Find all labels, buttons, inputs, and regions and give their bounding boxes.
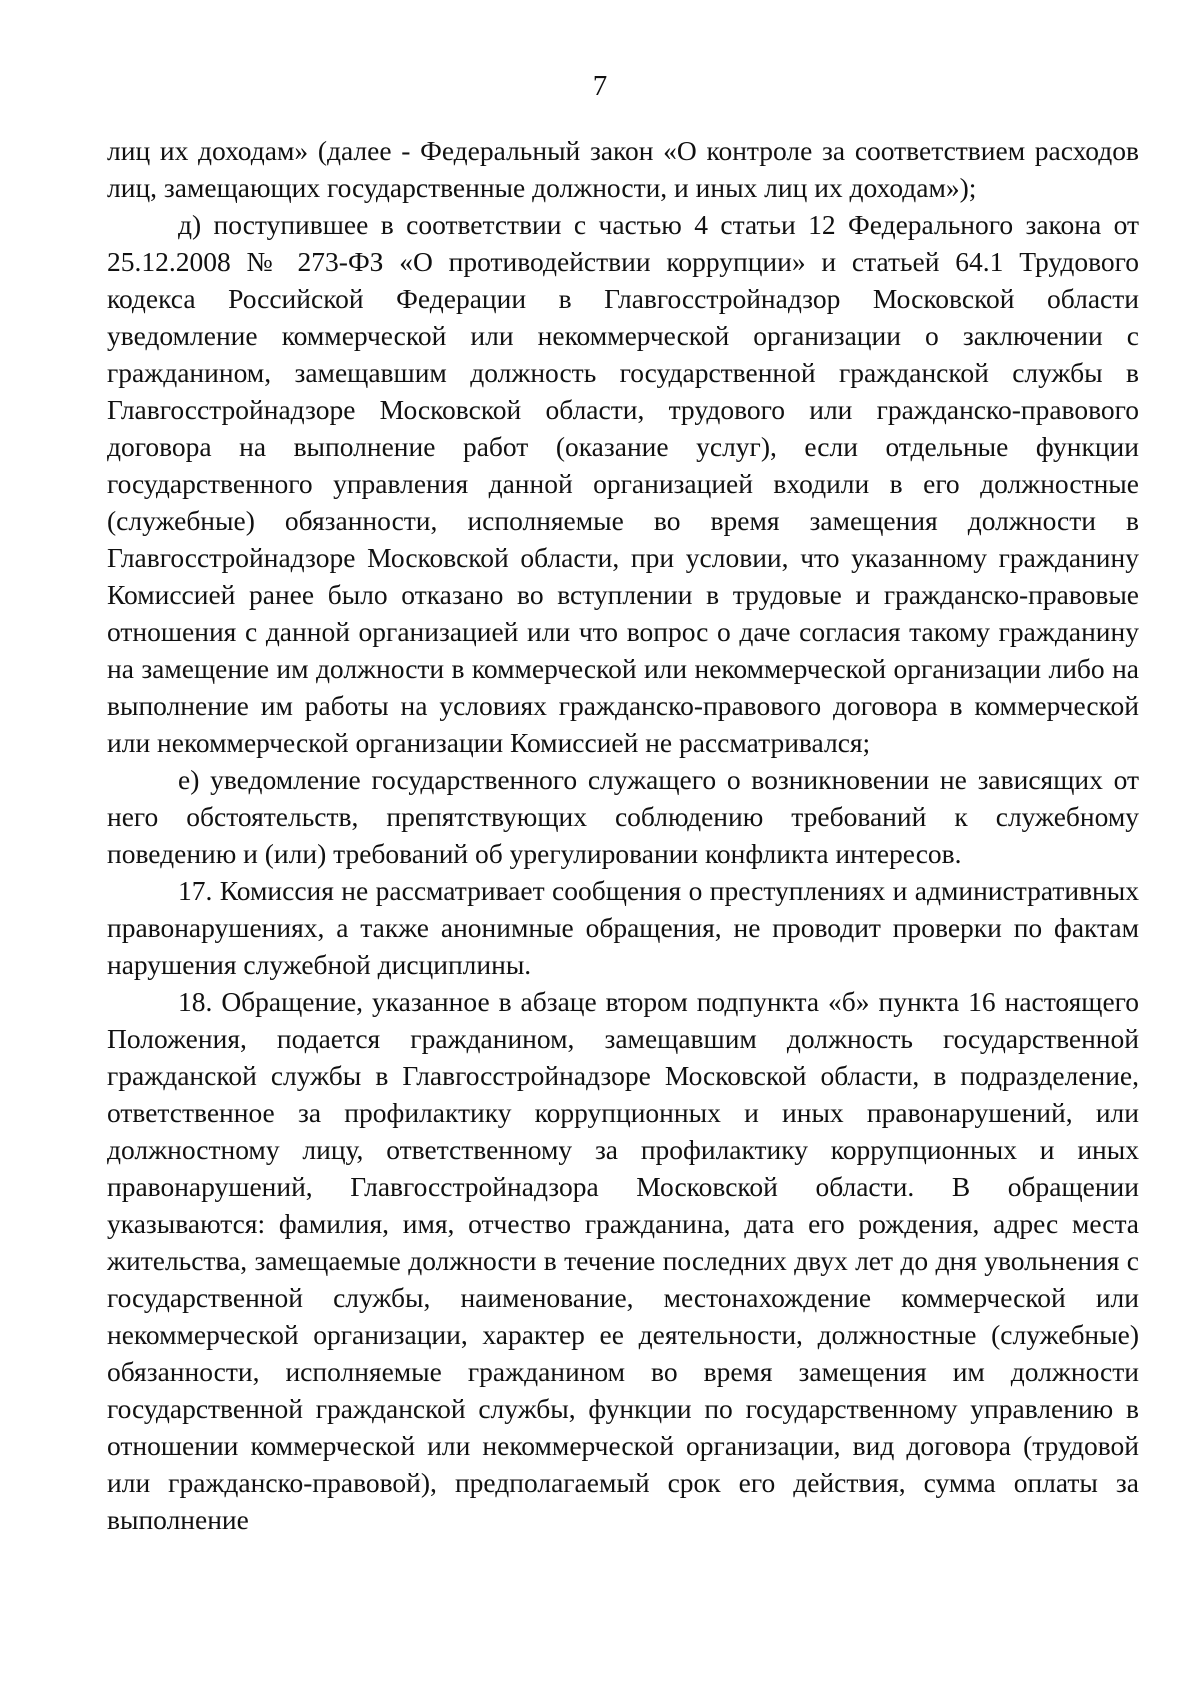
page-number: 7 <box>592 70 608 102</box>
paragraph-subitem-e: е) уведомление государственного служащего о возникновении не зависящих от него обстоятельств, препятствующих соблюдению требований к служебному поведению и (или) требований об урегулировании конфликта интересов. <box>107 764 1139 869</box>
paragraph-subitem-d: д) поступившее в соответствии с частью 4 статьи 12 Федерального закона от 25.12.2008 № 273-ФЗ «О противодействии коррупции» и статьей 64.1 Трудового кодекса Российской Федерации в Главгосстройнадзор Московской области уведомление коммерческой или некоммерческой организации о заключении с гражданином, замещавшим должность государственной гражданской службы в Главгосстройнадзоре Московской области, трудового или гражданско-правового договора на выполнение работ (оказание услуг), если отдельные функции государственного управления данной организацией входили в его должностные (служебные) обязанности, исполняемые во время замещения должности в Главгосстройнадзоре Московской области, при условии, что указанному гражданину Комиссией ранее было отказано во вступлении в трудовые и гражданско-правовые отношения с данной организацией или что вопрос о даче согласия такому гражданину на замещение им должности в коммерческой или некоммерческой организации либо на выполнение им работы на условиях гражданско-правового договора в коммерческой или некоммерческой организации Комиссией не рассматривался; <box>107 209 1139 758</box>
document-body <box>107 132 1139 1538</box>
paragraph-continuation: лиц их доходам» (далее - Федеральный закон «О контроле за соответствием расходов лиц, замещающих государственные должности, и иных лиц их доходам»); <box>107 135 1139 203</box>
paragraph-item-17: 17. Комиссия не рассматривает сообщения о преступлениях и административных правонарушениях, а также анонимные обращения, не проводит проверки по фактам нарушения служебной дисциплины. <box>107 875 1139 980</box>
paragraph-item-18: 18. Обращение, указанное в абзаце втором подпункта «б» пункта 16 настоящего Положения, подается гражданином, замещавшим должность государственной гражданской службы в Главгосстройнадзоре Московской области, в подразделение, ответственное за профилактику коррупционных и иных правонарушений, или должностному лицу, ответственному за профилактику коррупционных и иных правонарушений, Главгосстройнадзора Московской области. В обращении указываются: фамилия, имя, отчество гражданина, дата его рождения, адрес места жительства, замещаемые должности в течение последних двух лет до дня увольнения с государственной службы, наименование, местонахождение коммерческой или некоммерческой организации, характер ее деятельности, должностные (служебные) обязанности, исполняемые гражданином во время замещения им должности государственной гражданской службы, функции по государственному управлению в отношении коммерческой или некоммерческой организации, вид договора (трудовой или гражданско-правовой), предполагаемый срок его действия, сумма оплаты за выполнение <box>107 986 1139 1535</box>
